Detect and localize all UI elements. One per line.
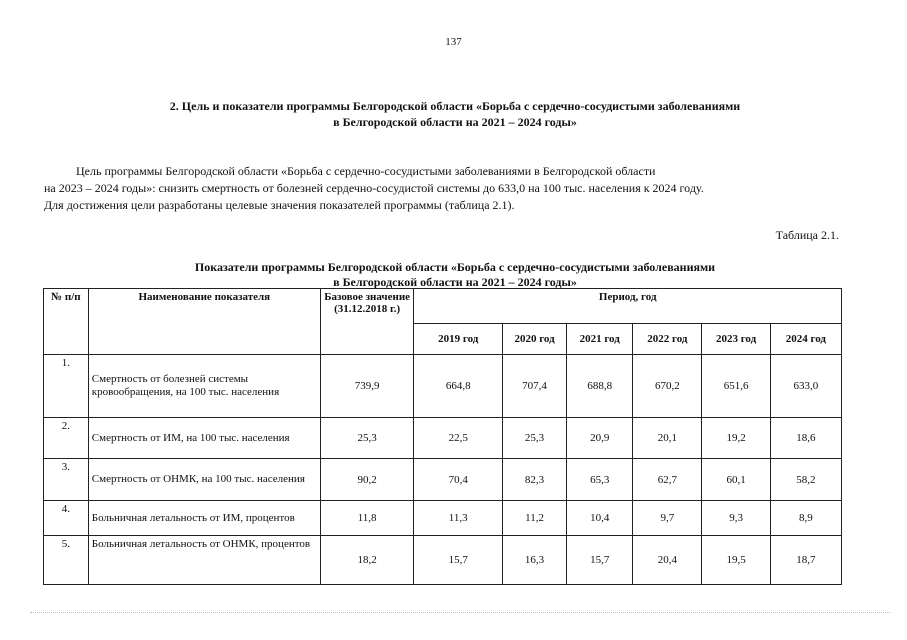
row-value: 20,9 (567, 418, 633, 459)
row-value: 20,4 (633, 536, 702, 585)
row-value: 25,3 (503, 418, 567, 459)
row-base: 90,2 (320, 459, 414, 501)
goal-paragraph-line-3: Для достижения цели разработаны целевые значения показателей программы (таблица 2.1). (44, 198, 515, 212)
table-title-line-2: в Белгородской области на 2021 – 2024 годы» (333, 275, 577, 289)
row-name: Больничная летальность от ОНМК, процентов (88, 536, 320, 585)
row-value: 70,4 (414, 459, 503, 501)
header-year-2024: 2024 год (770, 324, 841, 355)
row-value: 9,7 (633, 501, 702, 536)
row-value: 15,7 (414, 536, 503, 585)
row-value: 60,1 (702, 459, 770, 501)
row-index: 3. (44, 459, 89, 501)
table-row (44, 418, 842, 459)
header-num: № п/п (44, 289, 89, 355)
table-row (44, 459, 842, 501)
indicators-table (43, 288, 842, 585)
row-value: 633,0 (770, 355, 841, 418)
row-value: 18,7 (770, 536, 841, 585)
header-year-2021: 2021 год (567, 324, 633, 355)
row-value: 19,2 (702, 418, 770, 459)
row-value: 16,3 (503, 536, 567, 585)
section-heading-line-1: 2. Цель и показатели программы Белгородской области «Борьба с сердечно-сосудистыми заболеваниями (169, 99, 741, 113)
row-value: 20,1 (633, 418, 702, 459)
row-value: 11,3 (414, 501, 503, 536)
header-name: Наименование показателя (88, 289, 320, 355)
row-value: 19,5 (702, 536, 770, 585)
goal-paragraph-line-2: на 2023 – 2024 годы»: снизить смертность от болезней сердечно-сосудистой системы до 633,0 на 100 тыс. населения к 2024 году. (44, 181, 704, 195)
row-value: 664,8 (414, 355, 503, 418)
scan-noise-line (30, 612, 890, 613)
row-index: 2. (44, 418, 89, 459)
row-name: Смертность от ОНМК, на 100 тыс. населения (88, 459, 320, 501)
row-index: 5. (44, 536, 89, 585)
page-number: 137 (445, 36, 462, 48)
header-year-2023: 2023 год (702, 324, 770, 355)
row-value: 62,7 (633, 459, 702, 501)
table-row (44, 355, 842, 418)
row-name: Больничная летальность от ИМ, процентов (88, 501, 320, 536)
table-header-row (44, 289, 842, 324)
section-heading (60, 98, 850, 130)
row-index: 4. (44, 501, 89, 536)
row-value: 688,8 (567, 355, 633, 418)
row-value: 18,6 (770, 418, 841, 459)
goal-paragraph-line-1: Цель программы Белгородской области «Борьба с сердечно-сосудистыми заболеваниями в Белгородской области (76, 164, 656, 178)
row-value: 9,3 (702, 501, 770, 536)
table-row (44, 501, 842, 536)
header-year-2019: 2019 год (414, 324, 503, 355)
row-value: 10,4 (567, 501, 633, 536)
row-value: 58,2 (770, 459, 841, 501)
goal-paragraph (44, 163, 840, 214)
row-index: 1. (44, 355, 89, 418)
row-value: 82,3 (503, 459, 567, 501)
row-value: 707,4 (503, 355, 567, 418)
row-value: 651,6 (702, 355, 770, 418)
row-value: 8,9 (770, 501, 841, 536)
row-base: 11,8 (320, 501, 414, 536)
row-base: 25,3 (320, 418, 414, 459)
table-title (60, 260, 850, 290)
row-value: 15,7 (567, 536, 633, 585)
row-value: 22,5 (414, 418, 503, 459)
section-heading-line-2: в Белгородской области на 2021 – 2024 годы» (333, 115, 577, 129)
table-row (44, 536, 842, 585)
header-period: Период, год (414, 289, 842, 324)
row-value: 65,3 (567, 459, 633, 501)
row-name: Смертность от ИМ, на 100 тыс. населения (88, 418, 320, 459)
row-value: 670,2 (633, 355, 702, 418)
row-name: Смертность от болезней системы кровообращения, на 100 тыс. населения (88, 355, 320, 418)
header-base: Базовое значение (31.12.2018 г.) (320, 289, 414, 355)
header-year-2020: 2020 год (503, 324, 567, 355)
row-value: 11,2 (503, 501, 567, 536)
table-reference: Таблица 2.1. (775, 228, 839, 242)
table-title-line-1: Показатели программы Белгородской области «Борьба с сердечно-сосудистыми заболеваниями (194, 260, 716, 274)
row-base: 739,9 (320, 355, 414, 418)
row-base: 18,2 (320, 536, 414, 585)
header-year-2022: 2022 год (633, 324, 702, 355)
